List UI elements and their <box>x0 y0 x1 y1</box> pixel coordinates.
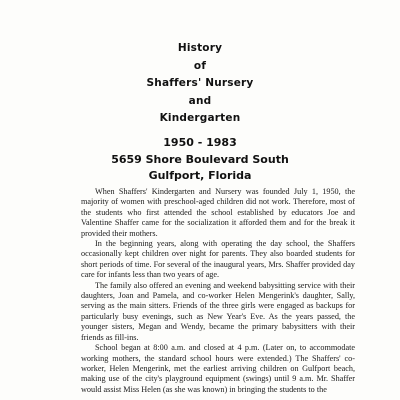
years-line: 1950 - 1983 <box>163 136 237 149</box>
document-body <box>81 187 355 395</box>
address-line-1: 5659 Shore Boulevard South <box>111 152 289 166</box>
body-paragraph-1: When Shaffers' Kindergarten and Nursery was founded July 1, 1950, the majority of women with preschool-aged children did not work. Therefore, most of the students who first attended the school established by educators Joe and Valentine Shaffer came for the socialization it afforded them and for the break it provided their mothers. <box>81 187 355 238</box>
title-line-4: and <box>188 94 212 107</box>
body-paragraph-2: In the beginning years, along with operating the day school, the Shaffers occasionally kept children over night for parents. They also boarded students for short periods of time. For several of the inaugural years, Mrs. Shaffer provided day care for infants less than two years of age. <box>81 239 355 280</box>
title-line-2: of <box>193 59 207 72</box>
title-line-3: Shaffers' Nursery <box>146 77 254 89</box>
body-paragraph-4: School began at 8:00 a.m. and closed at 4 p.m. (Later on, to accommodate working mothers, the standard school hours were extended.) The Shaffers' co-worker, Helen Mengerink, met the earliest arriving children on Gulfport beach, making use of the city's playground equipment (swings) until 9 a.m. Mr. Shaffer would assist Miss Helen (as she was known) in bringing the students to the <box>81 343 355 394</box>
body-paragraph-3: The family also offered an evening and weekend babysitting service with their daughters, Joan and Pamela, and co-worker Helen Mengerink's daughter, Sally, serving as the main sitters. Friends of the three girls were engaged as backups for particularly busy evenings, such as New Year's Eve. As the years passed, the younger sisters, Megan and Wendy, became the primary babysitters with their friends as fill-ins. <box>81 280 355 342</box>
address-line-2: Gulfport, Florida <box>148 169 252 182</box>
title-line-5: Kindergarten <box>159 112 241 124</box>
document-subheading <box>0 135 400 185</box>
title-line-1: History <box>177 42 223 54</box>
document-title <box>0 40 400 128</box>
